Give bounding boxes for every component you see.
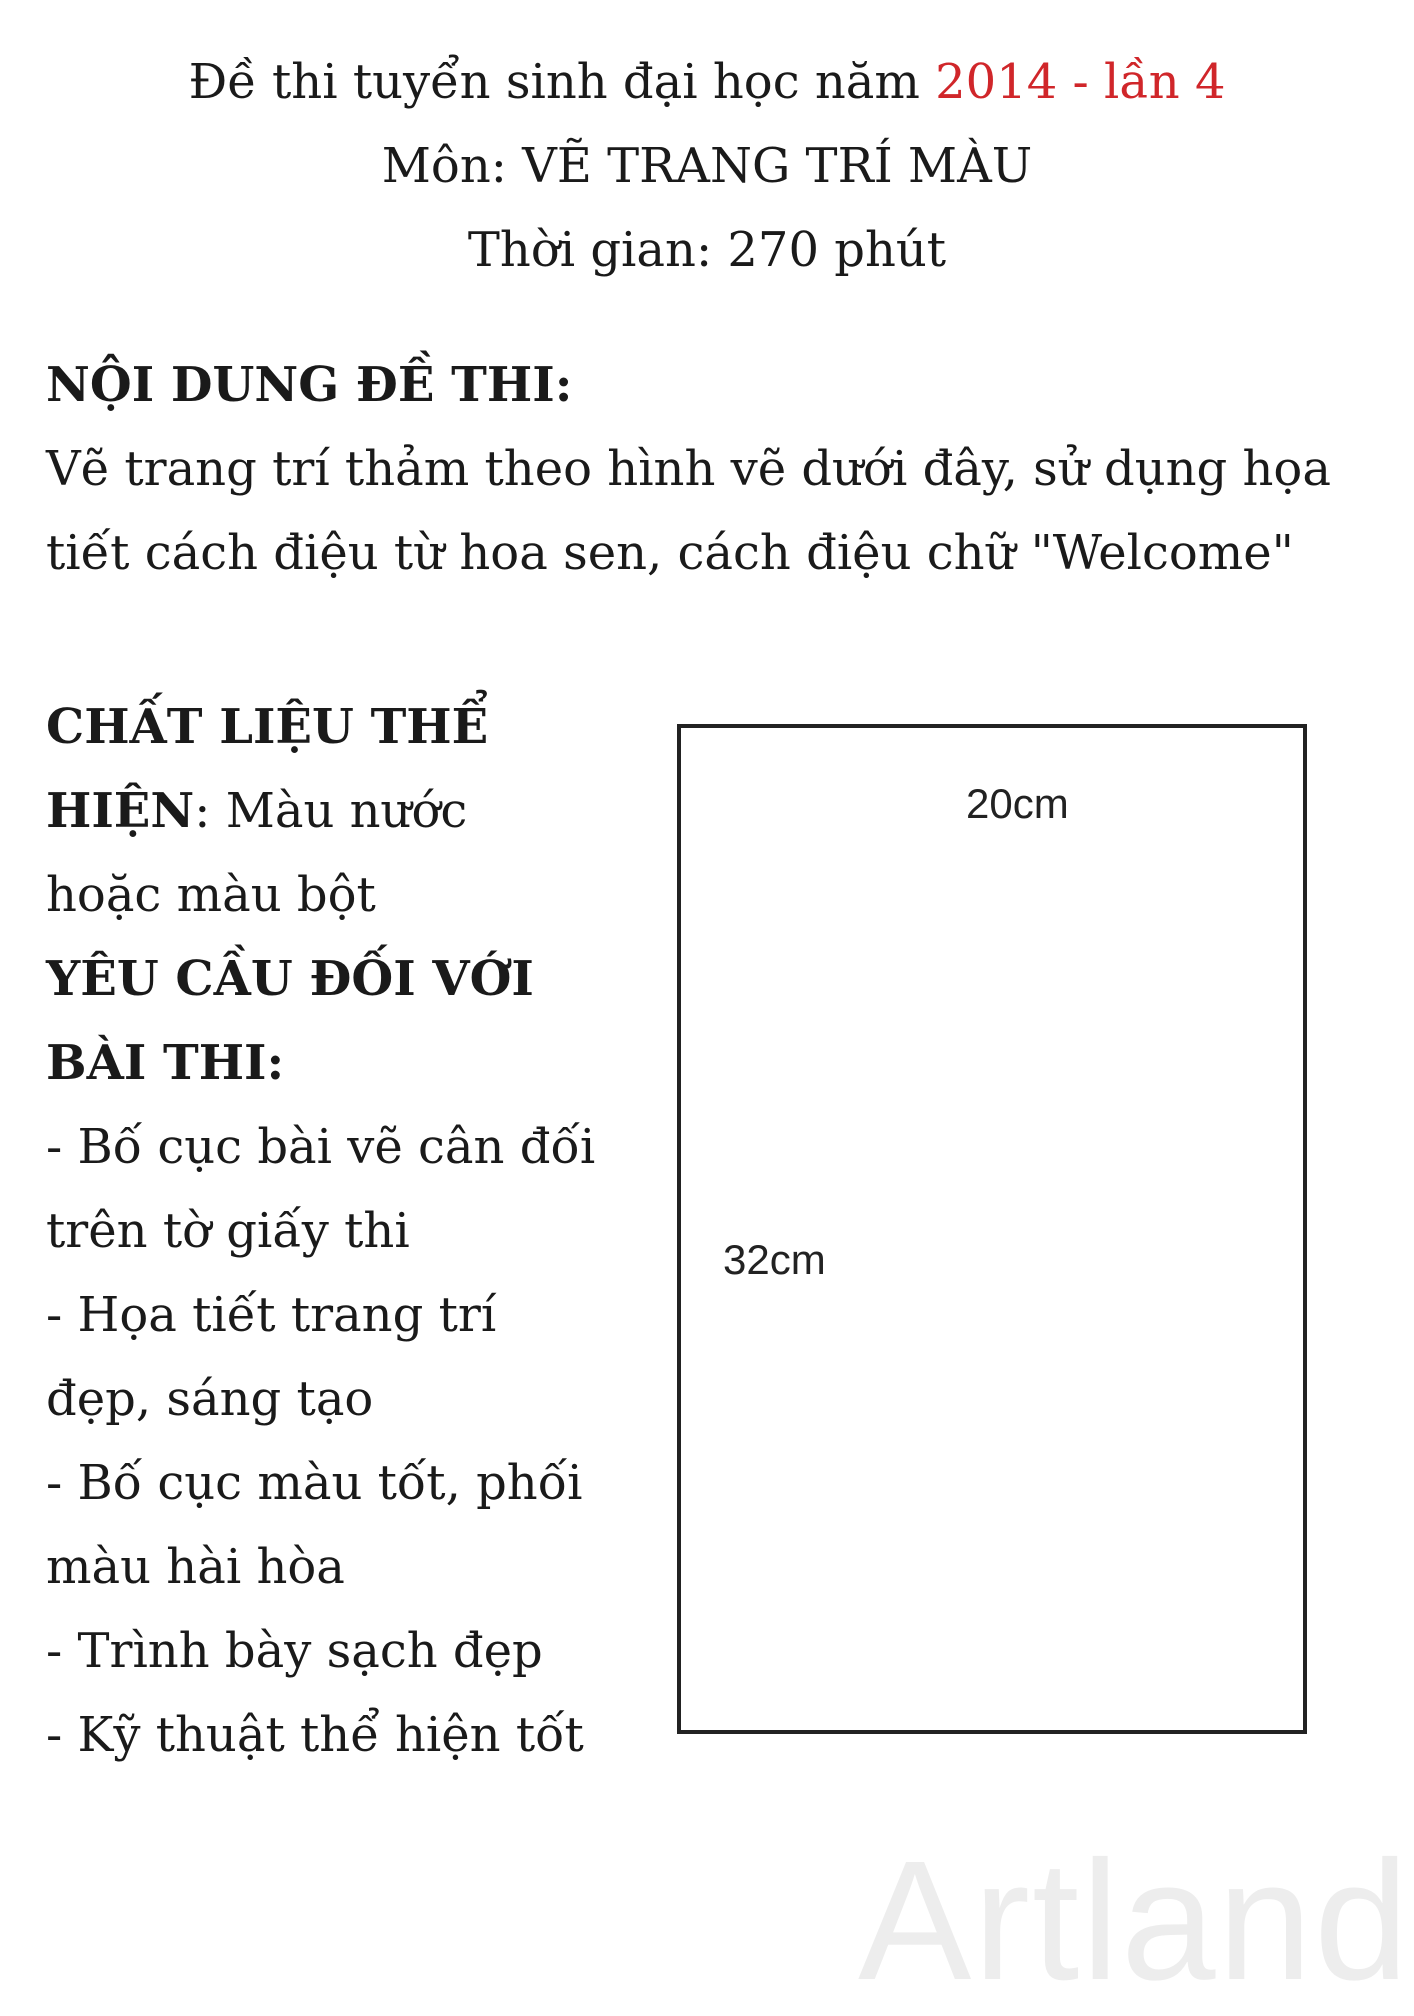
requirement-line: màu hài hòa xyxy=(46,1539,345,1595)
requirement-line: - Bố cục màu tốt, phối xyxy=(46,1455,583,1511)
material-value-cont: hoặc màu bột xyxy=(46,867,376,923)
exam-header xyxy=(0,40,1414,292)
content-line: Vẽ trang trí thảm theo hình vẽ dưới đây, sử dụng họa xyxy=(46,441,1331,497)
content-line: tiết cách điệu từ hoa sen, cách điệu chữ "Welcome" xyxy=(46,525,1294,581)
material-line xyxy=(46,769,646,853)
exam-title xyxy=(0,40,1414,124)
exam-year-attempt: 2014 - lần 4 xyxy=(935,54,1226,110)
artland-watermark: Artland xyxy=(858,1826,1411,2016)
material-value: : Màu nước xyxy=(194,783,468,839)
exam-duration: Thời gian: 270 phút xyxy=(467,222,947,278)
requirement-line: trên tờ giấy thi xyxy=(46,1203,410,1259)
width-label: 20cm xyxy=(966,780,1069,827)
requirement-line: đẹp, sáng tạo xyxy=(46,1371,374,1427)
requirements-column xyxy=(46,685,646,1777)
height-label: 32cm xyxy=(723,1236,826,1283)
material-title-cont: HIỆN xyxy=(46,783,195,839)
material-title: CHẤT LIỆU THỂ xyxy=(46,699,489,755)
requirement-line: - Bố cục bài vẽ cân đối xyxy=(46,1119,596,1175)
requirement-line: - Họa tiết trang trí xyxy=(46,1287,497,1343)
requirements-title: YÊU CẦU ĐỐI VỚI xyxy=(46,951,534,1007)
content-title: NỘI DUNG ĐỀ THI: xyxy=(46,357,573,413)
exam-content xyxy=(46,343,1386,595)
exam-subject: Môn: VẼ TRANG TRÍ MÀU xyxy=(381,138,1033,194)
carpet-dimension-diagram xyxy=(677,724,1307,1734)
requirement-line: - Kỹ thuật thể hiện tốt xyxy=(46,1707,584,1763)
requirements-title-cont: BÀI THI: xyxy=(46,1035,285,1091)
exam-title-prefix: Đề thi tuyển sinh đại học năm xyxy=(188,54,936,110)
requirement-line: - Trình bày sạch đẹp xyxy=(46,1623,543,1679)
